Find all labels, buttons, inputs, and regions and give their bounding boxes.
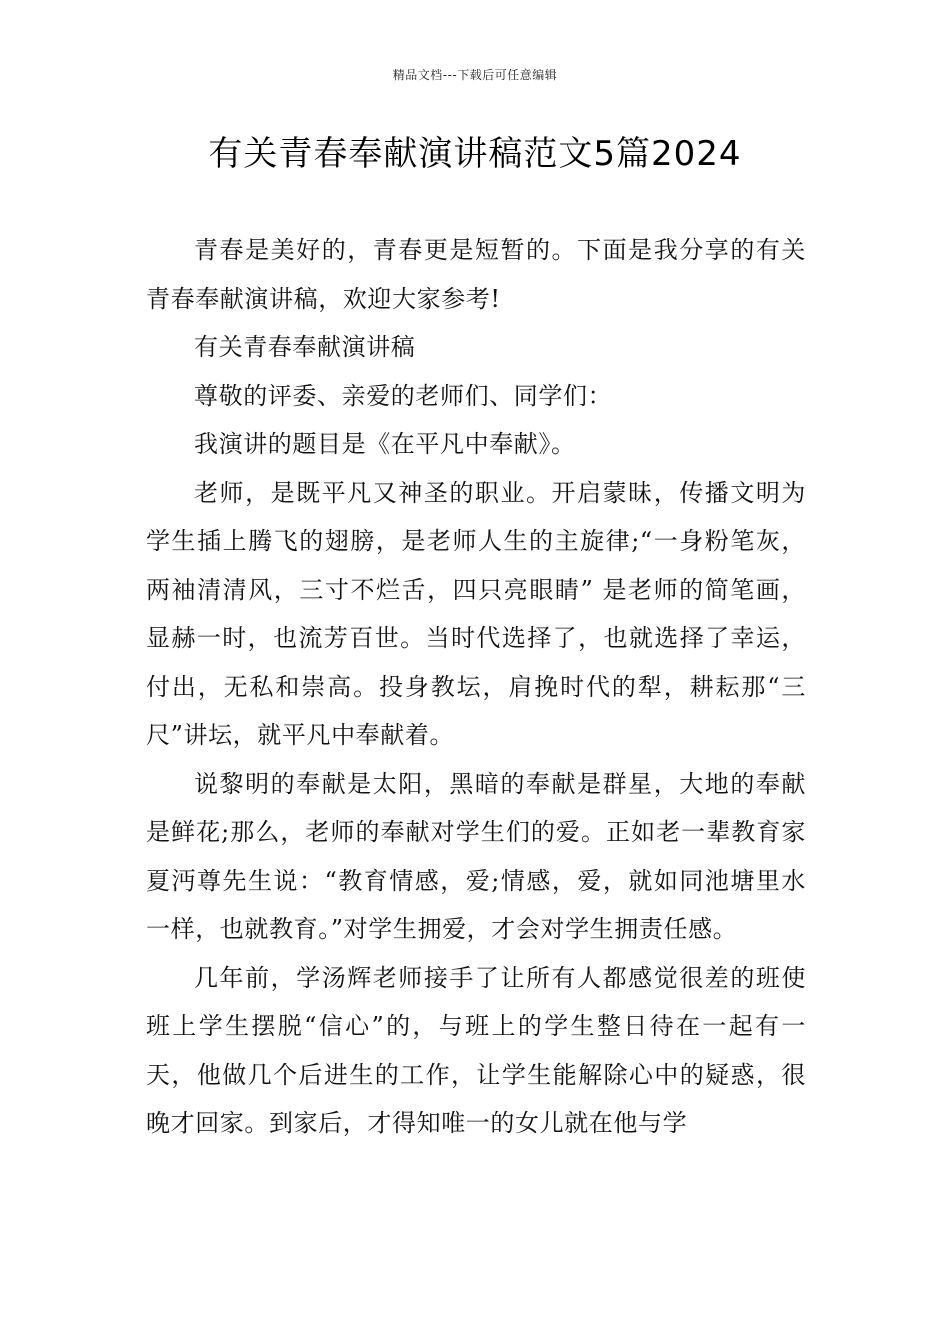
- paragraph-teacher: 老师，是既平凡又神圣的职业。开启蒙昧，传播文明为学生插上腾飞的翅膀，是老师人生的主旋律;“一身粉笔灰，两袖清清风，三寸不烂舌，四只亮眼睛” 是老师的简笔画，显赫一时，也流芳百世。当时代选择了，也就选择了幸运，付出，无私和崇高。投身教坛，肩挽时代的犁，耕耘那“三尺”讲坛，就平凡中奉献着。: [146, 478, 806, 749]
- paragraph-salutation: 尊敬的评委、亲爱的老师们、同学们：: [194, 381, 613, 410]
- paragraph-topic: 我演讲的题目是《在平凡中奉献》。: [194, 430, 576, 458]
- paragraph-story: 几年前，学汤辉老师接手了让所有人都感觉很差的班使班上学生摆脱“信心”的，与班上的学生整日待在一起有一天，他做几个后进生的工作，让学生能解除心中的疑惑，很晚才回家。到家后，才得知唯一的女儿就在他与学: [146, 963, 806, 1137]
- header-note: 精品文档---下载后可任意编辑: [392, 68, 558, 82]
- document-body: [146, 226, 806, 1148]
- paragraph-subtitle: 有关青春奉献演讲稿: [194, 333, 416, 361]
- document-title: 有关青春奉献演讲稿范文5篇2024: [208, 134, 742, 174]
- paragraph-intro: 青春是美好的，青春更是短暂的。下面是我分享的有关青春奉献演讲稿，欢迎大家参考!: [146, 236, 806, 313]
- paragraph-dedication: 说黎明的奉献是太阳，黑暗的奉献是群星，大地的奉献是鲜花;那么，老师的奉献对学生们的爱。正如老一辈教育家夏沔尊先生说：“教育情感，爱;情感，爱，就如同池塘里水一样，也就教育。”对学生拥爱，才会对学生拥责任感。: [146, 769, 806, 943]
